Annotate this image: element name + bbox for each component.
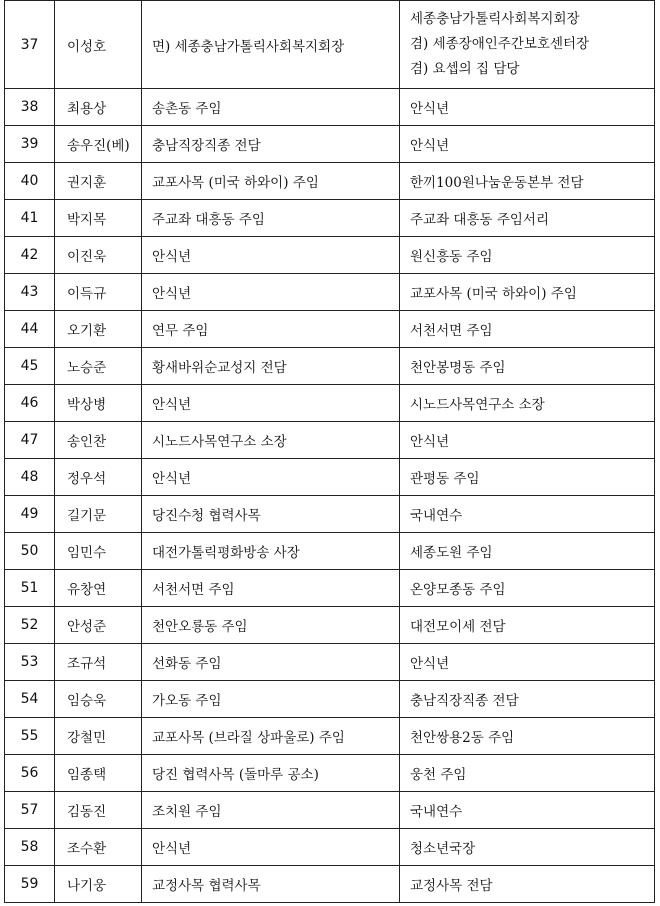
name-cell: 유창연 bbox=[55, 570, 142, 607]
new-post-line: 관평동 주임 bbox=[410, 471, 480, 487]
new-post-line: 온양모종동 주임 bbox=[410, 582, 506, 598]
new-post-line: 세종충남가톨릭사회복지회장 bbox=[410, 11, 580, 27]
row-number-cell: 47 bbox=[5, 422, 55, 459]
previous-post-cell: 천안오룡동 주임 bbox=[142, 607, 400, 644]
row-number-cell: 45 bbox=[5, 348, 55, 385]
new-post-line: 주교좌 대흥동 주임서리 bbox=[410, 212, 549, 228]
new-post-line: 원신흥동 주임 bbox=[410, 249, 493, 265]
new-post-cell bbox=[400, 718, 655, 755]
new-post-line: 안식년 bbox=[410, 138, 450, 154]
previous-post-cell: 면) 세종충남가톨릭사회복지회장 bbox=[142, 1, 400, 89]
row-number-cell: 54 bbox=[5, 681, 55, 718]
row-number-cell: 39 bbox=[5, 126, 55, 163]
new-post-cell bbox=[400, 496, 655, 533]
new-post-line: 안식년 bbox=[410, 434, 450, 450]
new-post-cell bbox=[400, 126, 655, 163]
new-post-line: 교포사목 (미국 하와이) 주임 bbox=[410, 286, 577, 302]
new-post-cell bbox=[400, 459, 655, 496]
new-post-cell bbox=[400, 348, 655, 385]
table-row bbox=[5, 570, 655, 607]
new-post-cell bbox=[400, 681, 655, 718]
name-cell: 박지목 bbox=[55, 200, 142, 237]
name-cell: 조규석 bbox=[55, 644, 142, 681]
previous-post-cell: 교포사목 (브라질 상파울로) 주임 bbox=[142, 718, 400, 755]
table-row bbox=[5, 718, 655, 755]
table-row bbox=[5, 385, 655, 422]
table-row bbox=[5, 422, 655, 459]
name-cell: 임민수 bbox=[55, 533, 142, 570]
new-post-cell bbox=[400, 755, 655, 792]
previous-post-cell: 가오동 주임 bbox=[142, 681, 400, 718]
new-post-line: 국내연수 bbox=[410, 804, 463, 820]
previous-post-cell: 선화동 주임 bbox=[142, 644, 400, 681]
row-number-cell: 38 bbox=[5, 89, 55, 126]
previous-post-cell: 충남직장직종 전담 bbox=[142, 126, 400, 163]
row-number-cell: 59 bbox=[5, 866, 55, 903]
new-post-line: 교정사목 전담 bbox=[410, 878, 493, 894]
new-post-line: 천안봉명동 주임 bbox=[410, 360, 506, 376]
name-cell: 조수환 bbox=[55, 829, 142, 866]
new-post-line: 세종도원 주임 bbox=[410, 545, 493, 561]
table-row bbox=[5, 89, 655, 126]
new-post-line: 천안쌍용2동 주임 bbox=[410, 730, 515, 746]
new-post-cell bbox=[400, 792, 655, 829]
row-number-cell: 49 bbox=[5, 496, 55, 533]
name-cell: 오기환 bbox=[55, 311, 142, 348]
table-row bbox=[5, 496, 655, 533]
table-row bbox=[5, 644, 655, 681]
name-cell: 최용상 bbox=[55, 89, 142, 126]
row-number-cell: 50 bbox=[5, 533, 55, 570]
new-post-line: 안식년 bbox=[410, 656, 450, 672]
row-number-cell: 57 bbox=[5, 792, 55, 829]
name-cell: 임종택 bbox=[55, 755, 142, 792]
row-number-cell: 58 bbox=[5, 829, 55, 866]
row-number-cell: 48 bbox=[5, 459, 55, 496]
previous-post-cell: 송촌동 주임 bbox=[142, 89, 400, 126]
table-row bbox=[5, 311, 655, 348]
previous-post-cell: 당진 협력사목 (돌마루 공소) bbox=[142, 755, 400, 792]
new-post-line: 국내연수 bbox=[410, 508, 463, 524]
table-row bbox=[5, 829, 655, 866]
table-row bbox=[5, 755, 655, 792]
name-cell: 안성준 bbox=[55, 607, 142, 644]
new-post-cell bbox=[400, 829, 655, 866]
new-post-cell bbox=[400, 163, 655, 200]
row-number-cell: 51 bbox=[5, 570, 55, 607]
previous-post-cell: 안식년 bbox=[142, 459, 400, 496]
row-number-cell: 53 bbox=[5, 644, 55, 681]
name-cell: 임승욱 bbox=[55, 681, 142, 718]
previous-post-cell: 당진수청 협력사목 bbox=[142, 496, 400, 533]
previous-post-cell: 교정사목 협력사목 bbox=[142, 866, 400, 903]
table-row bbox=[5, 866, 655, 903]
name-cell: 강철민 bbox=[55, 718, 142, 755]
row-number-cell: 55 bbox=[5, 718, 55, 755]
table-row bbox=[5, 607, 655, 644]
new-post-cell bbox=[400, 311, 655, 348]
row-number-cell: 52 bbox=[5, 607, 55, 644]
new-post-cell bbox=[400, 570, 655, 607]
new-post-line: 충남직장직종 전담 bbox=[410, 693, 519, 709]
previous-post-cell: 교포사목 (미국 하와이) 주임 bbox=[142, 163, 400, 200]
row-number-cell: 44 bbox=[5, 311, 55, 348]
name-cell: 송우진(베) bbox=[55, 126, 142, 163]
new-post-line: 겸) 세종장애인주간보호센터장 bbox=[410, 36, 590, 52]
table-row bbox=[5, 533, 655, 570]
name-cell: 권지훈 bbox=[55, 163, 142, 200]
new-post-cell bbox=[400, 866, 655, 903]
table-row bbox=[5, 1, 655, 89]
name-cell: 정우석 bbox=[55, 459, 142, 496]
previous-post-cell: 안식년 bbox=[142, 829, 400, 866]
name-cell: 이진욱 bbox=[55, 237, 142, 274]
new-post-cell bbox=[400, 533, 655, 570]
table-row bbox=[5, 200, 655, 237]
row-number-cell: 41 bbox=[5, 200, 55, 237]
table-row bbox=[5, 348, 655, 385]
row-number-cell: 40 bbox=[5, 163, 55, 200]
row-number-cell: 37 bbox=[5, 1, 55, 89]
new-post-cell bbox=[400, 200, 655, 237]
name-cell: 송인찬 bbox=[55, 422, 142, 459]
new-post-line: 서천서면 주임 bbox=[410, 323, 493, 339]
new-post-line: 한끼100원나눔운동본부 전담 bbox=[410, 175, 584, 191]
row-number-cell: 56 bbox=[5, 755, 55, 792]
new-post-cell bbox=[400, 644, 655, 681]
row-number-cell: 46 bbox=[5, 385, 55, 422]
previous-post-cell: 안식년 bbox=[142, 385, 400, 422]
name-cell: 박상병 bbox=[55, 385, 142, 422]
new-post-cell bbox=[400, 274, 655, 311]
table-row bbox=[5, 274, 655, 311]
new-post-cell bbox=[400, 607, 655, 644]
table-row bbox=[5, 237, 655, 274]
previous-post-cell: 연무 주임 bbox=[142, 311, 400, 348]
assignment-table-body bbox=[5, 1, 655, 903]
new-post-cell bbox=[400, 422, 655, 459]
name-cell: 노승준 bbox=[55, 348, 142, 385]
new-post-line: 청소년국장 bbox=[410, 841, 476, 857]
name-cell: 나기웅 bbox=[55, 866, 142, 903]
new-post-cell bbox=[400, 237, 655, 274]
table-row bbox=[5, 459, 655, 496]
name-cell: 길기문 bbox=[55, 496, 142, 533]
new-post-line: 안식년 bbox=[410, 101, 450, 117]
new-post-line: 웅천 주임 bbox=[410, 767, 467, 783]
name-cell: 김동진 bbox=[55, 792, 142, 829]
table-row bbox=[5, 126, 655, 163]
previous-post-cell: 서천서면 주임 bbox=[142, 570, 400, 607]
new-post-line: 시노드사목연구소 소장 bbox=[410, 397, 545, 413]
previous-post-cell: 안식년 bbox=[142, 237, 400, 274]
table-row bbox=[5, 681, 655, 718]
previous-post-cell: 조치원 주임 bbox=[142, 792, 400, 829]
previous-post-cell: 황새바위순교성지 전담 bbox=[142, 348, 400, 385]
row-number-cell: 43 bbox=[5, 274, 55, 311]
new-post-cell bbox=[400, 89, 655, 126]
previous-post-cell: 안식년 bbox=[142, 274, 400, 311]
assignment-table bbox=[4, 0, 655, 903]
new-post-line: 대전모이세 전담 bbox=[410, 619, 506, 635]
new-post-line: 겸) 요셉의 집 담당 bbox=[410, 61, 520, 77]
table-row bbox=[5, 792, 655, 829]
previous-post-cell: 시노드사목연구소 소장 bbox=[142, 422, 400, 459]
name-cell: 이득규 bbox=[55, 274, 142, 311]
new-post-cell bbox=[400, 1, 655, 89]
table-row bbox=[5, 163, 655, 200]
row-number-cell: 42 bbox=[5, 237, 55, 274]
assignment-table-container bbox=[4, 0, 654, 903]
previous-post-cell: 주교좌 대흥동 주임 bbox=[142, 200, 400, 237]
new-post-cell bbox=[400, 385, 655, 422]
name-cell: 이성호 bbox=[55, 1, 142, 89]
previous-post-cell: 대전가톨릭평화방송 사장 bbox=[142, 533, 400, 570]
